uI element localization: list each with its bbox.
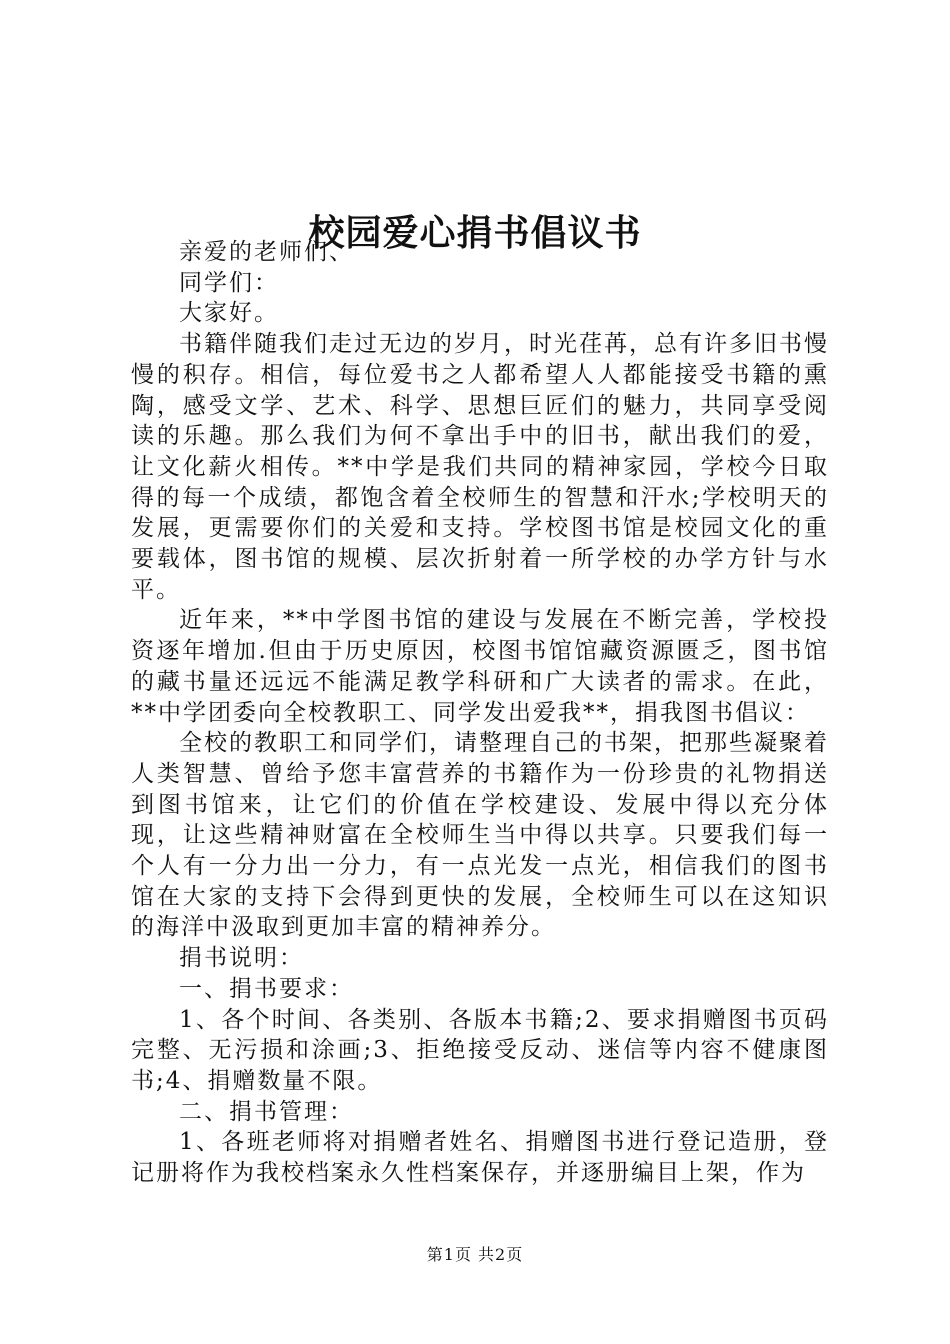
salutation-line-2: 同学们： (179, 269, 279, 296)
paragraph-appeal: 全校的教职工和同学们，请整理自己的书架，把那些凝聚着人类智慧、曾给予您丰富营养的书籍作为一份珍贵的礼物捐送到图书馆来，让它们的价值在学校建设、发展中得以充分体现，让这些精神财富在全校师生当中得以共享。只要我们每一个人有一分力出一分力，有一点光发一点光，相信我们的图书馆在大家的支持下会得到更快的发展，全校师生可以在这知识的海洋中汲取到更加丰富的精神养分。 (131, 730, 829, 941)
document-body (131, 237, 829, 1189)
greeting: 大家好。 (179, 300, 279, 327)
section-heading-management: 二、捐书管理： (179, 1098, 354, 1125)
paragraph-management: 1、各班老师将对捐赠者姓名、捐赠图书进行登记造册，登记册将作为我校档案永久性档案保存，并逐册编目上架，作为 (131, 1129, 829, 1187)
section-heading-requirements: 一、捐书要求： (179, 975, 354, 1002)
document-title: 校园爱心捐书倡议书 (308, 212, 642, 255)
salutation-line-1: 亲爱的老师们、 (179, 239, 354, 265)
page-number-footer: 第1页 共2页 (426, 1245, 524, 1264)
paragraph-requirements: 1、各个时间、各类别、各版本书籍;2、要求捐赠图书页码完整、无污损和涂画;3、拒绝接受反动、迷信等内容不健康图书;4、捐赠数量不限。 (131, 1006, 829, 1094)
section-heading-instructions: 捐书说明： (179, 945, 304, 972)
paragraph-background: 近年来，**中学图书馆的建设与发展在不断完善，学校投资逐年增加.但由于历史原因，校图书馆馆藏资源匮乏，图书馆的藏书量还远远不能满足教学科研和广大读者的需求。在此，**中学团委向全校教职工、同学发出爱我**，捐我图书倡议： (131, 607, 829, 726)
paragraph-intro: 书籍伴随我们走过无边的岁月，时光荏苒，总有许多旧书慢慢的积存。相信，每位爱书之人都希望人人都能接受书籍的熏陶，感受文学、艺术、科学、思想巨匠们的魅力，共同享受阅读的乐趣。那么我们为何不拿出手中的旧书，献出我们的爱，让文化薪火相传。**中学是我们共同的精神家园，学校今日取得的每一个成绩，都饱含着全校师生的智慧和汗水;学校明天的发展，更需要你们的关爱和支持。学校图书馆是校园文化的重要载体，图书馆的规模、层次折射着一所学校的办学方针与水平。 (131, 331, 829, 603)
